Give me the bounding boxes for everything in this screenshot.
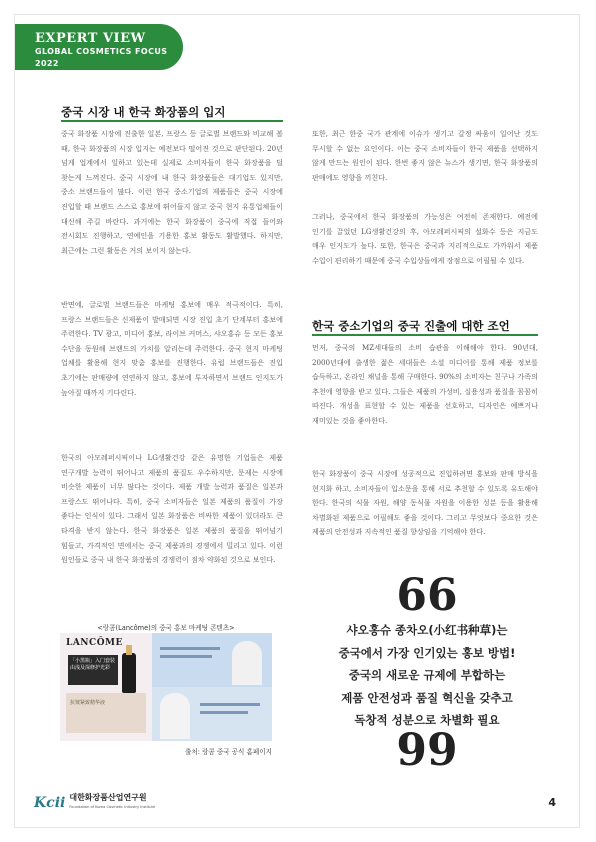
footer-logo xyxy=(34,794,155,811)
section2-rule xyxy=(312,334,538,336)
ad-text-line xyxy=(160,647,220,650)
brand-logo-text: LANCÔME xyxy=(66,638,123,648)
figure-caption: <랑콤(Lancôme)의 중국 홍보 마케팅 콘텐츠> xyxy=(97,624,235,632)
quote-line: 샤오홍슈 종차오(小红书种草)는 xyxy=(346,623,508,637)
section1-paragraph-2: 반면에, 글로벌 브랜드들은 마케팅 홍보에 매우 적극적이다. 특히, 프랑스 브랜드들은 신제품이 발매되면 시장 진입 초기 단계부터 홍보에 주력한다. TV 광고, 미디어 홍보, 라이브 커머스, 샤오홍슈 등 모든 홍보 수단을 동원해 브랜드의 가치를 알리는데 주력한다. 중국 현지 마케팅 업체를 활용해 현지 맞춤 홍보를 진행한다. 유럽 브랜드들은 진입 초기에는 판매량에 연연하지 않고, 홍보에 투자하면서 브랜드 인지도가 높아질 때까지 기다린다. xyxy=(61,300,283,397)
page-number: 4 xyxy=(548,796,556,809)
section2-paragraph-2: 한국 화장품이 중국 시장에 성공적으로 진입하려면 홍보와 판매 방식을 현지화 하고, 소비자들이 입소문을 통해 서로 추천할 수 있도록 유도해야 한다. 한국의 식물 자원, 해양 동식물 자원을 이용한 성분 등을 활용해 차별화된 제품으로 어필해도 좋을 것이다. 그리고 무엇보다 중요한 것은 제품의 안전성과 지속적인 품질 향상임을 기억해야 한다. xyxy=(312,469,538,537)
pull-quote xyxy=(312,570,542,776)
quote-line: 독창적 성분으로 차별화 필요 xyxy=(354,713,500,727)
section1-rule xyxy=(61,120,283,122)
right-paragraph-1: 또한, 최근 한중 국가 관계에 이슈가 생기고 갈정 싸움이 일어난 것도 무시할 수 없는 요인이다. 이는 중국 소비자들이 한국 제품을 선택하지 않게 만드는 원인이 된다. 한번 좋지 않은 뉴스가 생기면, 한국 화장품의 판매에도 영향을 끼친다. xyxy=(312,129,538,182)
footer-org-name-en: Foundation of Korea Cosmetic Industry Institute xyxy=(69,805,156,809)
serum-bottle-image xyxy=(122,653,136,693)
figure-source: 출처: 랑콤 중국 공식 홈페이지 xyxy=(184,748,272,756)
section1-paragraph-3: 한국의 아모레퍼시픽이나 LG생활건강 같은 유명한 기업들은 제품 연구개발 능력이 뛰어나고 제품의 품질도 우수하지만, 문제는 시장에 비슷한 제품이 너무 많다는 것이다. 제품 개발 능력과 품질은 일본과 프랑스도 뛰어나다. 특히, 중국 소비자들은 일본 제품의 품질이 가장 좋다는 인식이 있다. 그래서 일본 화장품은 비싸한 제품이 있더라도 큰 타격을 받지 않는다. 한국 화장품은 일본 제품의 품질을 뛰어넘기 힘들고, 가격적인 면에서는 중국 제품과의 경쟁에서 밀리고 있다. 이런 원인들로 중국 내 한국 화장품의 경쟁력이 점차 약화된 것으로 보인다. xyxy=(61,453,283,565)
quote-line: 제품 안전성과 품질 혁신을 갖추고 xyxy=(341,690,513,705)
ad-small-text: 抗皱紧致精华液 xyxy=(70,700,106,706)
footer-org-name: 대한화장품산업연구원 xyxy=(69,793,147,802)
quote-line: 중국에서 가장 인기있는 홍보 방법! xyxy=(338,645,516,660)
figure-image xyxy=(60,633,272,741)
doctor-portrait-1 xyxy=(232,641,262,685)
ad-text-line xyxy=(200,711,248,714)
header-title: EXPERT VIEW xyxy=(35,31,146,46)
ad-title-box: 「小黑瓶」入门套装 由浅及深修护光彩 xyxy=(68,655,118,685)
open-quote-mark: 66 xyxy=(396,570,458,621)
bottle-cap-image xyxy=(126,645,132,655)
section1-paragraph-1: 중국 화장품 시장에 진출한 일본, 프랑스 등 글로벌 브랜드와 비교해 볼 때, 한국 화장품의 시장 입지는 예전보다 떨어진 것으로 판단된다. 20년 넘게 업계에서 일하고 있는데 실제로 소비자들이 한국 화장품을 덜 찾는게 느껴진다. 중국 시장에 내 한국 화장품들은 대기업도 있지만, 중소 브랜드들이 많다. 이런 한국 중소기업의 제품들은 중국 시장에 진입할 때 브랜드 스스로 홍보에 뛰어들지 않고 중국 현지 유통업체들이 대신해 주길 바란다. 과거에는 한국 화장품이 중국에 직접 들어와 전시회도 진행하고, 연예인을 기용한 홍보 활동도 활발했다. 하지만, 최근에는 그런 활동은 거의 보이지 않는다. xyxy=(61,129,283,255)
section1-heading: 중국 시장 내 한국 화장품의 입지 xyxy=(61,105,226,119)
right-paragraph-2: 그러나, 중국에서 한국 화장품의 가능성은 여전히 존재한다. 예전에 인기를 끌었던 LG생활건강의 후, 아모레퍼시픽의 설화수 등은 지금도 매우 인지도가 높다. 또한, 한국은 중국과 지리적으로도 가까워서 제품 수입이 편리하기 때문에 중국 수입상들에게 장점으로 어필될 수 있다. xyxy=(312,212,538,265)
kcii-logo-mark: Kcii xyxy=(34,794,66,811)
header-tab xyxy=(15,24,183,70)
ad-text-line xyxy=(160,655,212,658)
section2-heading: 한국 중소기업의 중국 진출에 대한 조언 xyxy=(312,319,510,333)
close-quote-mark: 99 xyxy=(396,724,458,776)
header-subtitle: GLOBAL COSMETICS FOCUS 2022 xyxy=(35,47,168,68)
quote-line: 중국의 새로운 규제에 부합하는 xyxy=(348,668,506,682)
doctor-portrait-2 xyxy=(160,693,190,739)
ad-text-line xyxy=(200,703,260,706)
section2-paragraph-1: 먼저, 중국의 MZ세대들의 소비 습관을 이해해야 한다. 90년대, 2000년대에 출생한 젊은 세대들은 소셜 미디어를 통해 제품 정보를 습득하고, 온라인 채널을 통해 구매한다. 90%의 소비자는 친구나 가족의 추천에 영향을 받고 있다. 그들은 제품의 가성비, 실용성과 품질을 꼼꼼히 따진다. 개성을 표현할 수 있는 제품을 선호하고, 디자인은 예쁘거나 재미있는 것을 좋아한다. xyxy=(312,343,538,425)
